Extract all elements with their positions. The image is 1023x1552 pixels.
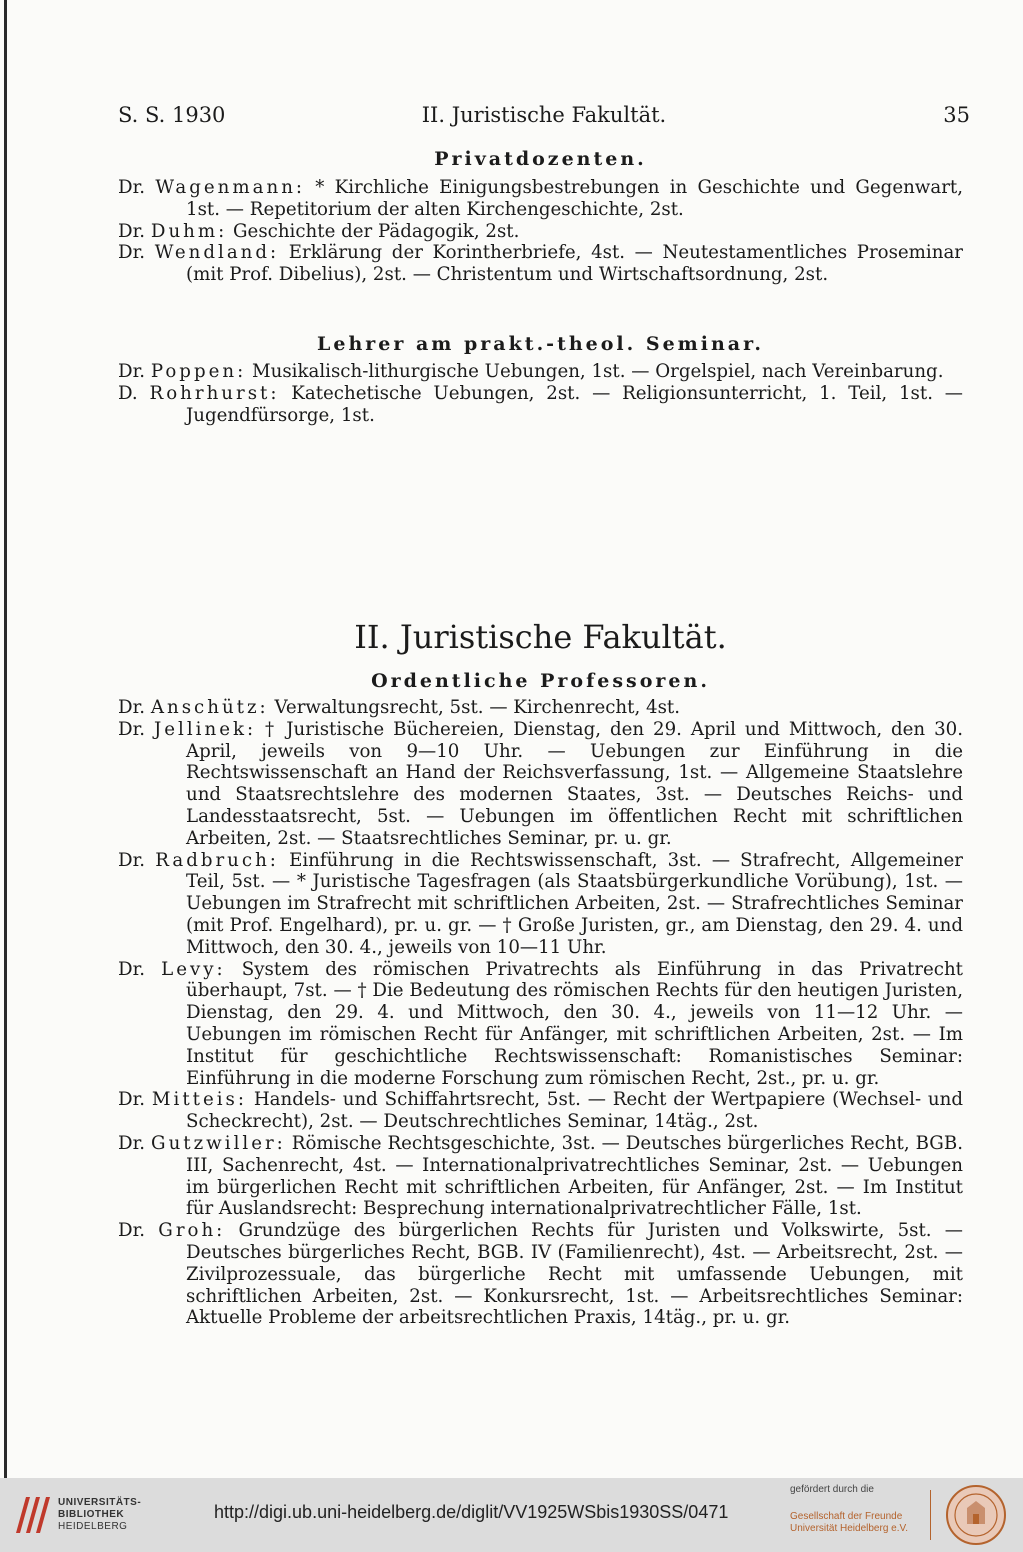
section-heading: Ordentliche Professoren. [371,670,710,692]
entry-name: Mitteis: [151,1089,247,1111]
entry-title: Dr. [118,242,146,264]
entry-title: Dr. [118,220,146,242]
entry-title: Dr. [118,718,146,740]
lecture-entry [118,221,963,243]
entry-text: * Kirchliche Einigungsbestrebungen in Geschichte und Gegenwart, 1st. — Repetitorium der alten Kirchengeschichte, 2st. [186,177,963,220]
lecture-entry [118,383,963,427]
entry-name: Gutzwiller: [151,1132,286,1154]
entry-title: Dr. [118,958,146,980]
entry-name: Jellinek: [153,718,257,740]
entry-text: † Juristische Büchereien, Dienstag, den 29. April und Mittwoch, den 30. April, jeweils von 9—10 Uhr. — Uebungen zur Einführung in die Rechtswissenschaft an Hand der Reichsverfassung, 1st. — Allgemeine Staatslehre und Staatsrechtslehre des modernen Staates, 3st. — Deutsches Reichs- und Landesstaatsrecht, 5st. — Uebungen im öffentlichen Recht mit schriftlichen Arbeiten, 2st. — Staatsrechtliches Seminar, pr. u. gr. [186,718,963,849]
entry-text: Handels- und Schiffahrtsrecht, 5st. — Recht der Wertpapiere (Wechsel- und Scheckrecht), 2st. — Deutschrechtliches Seminar, 14täg., 2st. [186,1089,963,1133]
entry-text: Einführung in die Rechtswissenschaft, 3st. — Strafrecht, Allgemeiner Teil, 5st. — * Juristische Tagesfragen (als Staatsbürgerkundliche Vorübung), 1st. — Uebungen im Strafrecht mit schriftlichen Arbeiten, 2st. — Strafrechtliches Seminar (mit Prof. Engelhard), pr. u. gr. — † Große Juristen, gr., am Dienstag, den 29. 4. und Mittwoch, den 30. 4., jeweils von 10—11 Uhr. [186,849,963,958]
lecture-entry [118,361,963,383]
entry-name: Wendland: [154,242,280,264]
sponsor-name [790,1511,925,1535]
entry-text: Musikalisch-lithurgische Uebungen, 1st. — Orgelspiel, nach Vereinbarung. [246,361,944,382]
lecture-entry [118,1089,963,1133]
library-logo-icon[interactable] [12,1489,52,1539]
digitization-footer [0,1478,1023,1552]
library-name[interactable] [58,1497,141,1533]
sponsor-block[interactable] [790,1484,925,1535]
entry-text: Katechetische Uebungen, 2st. — Religionsunterricht, 1. Teil, 1st. — Jugendfürsorge, 1st. [186,382,963,426]
section-heading: Lehrer am prakt.-theol. Seminar. [317,333,764,355]
entry-name: Poppen: [150,361,247,382]
section-professoren [118,670,963,1329]
entry-text: Römische Rechtsgeschichte, 3st. — Deutsches bürgerliches Recht, BGB. III, Sachenrecht, 4st. — Internationalprivatrechtliches Seminar, 2st. — Uebungen im bürgerlichen Recht mit schriftlichen Arbeiten, für Anfänger, 2st. — Im Institut für Auslandsrecht: Besprechung internationalprivatrechtlicher Fälle, 1st. [186,1132,963,1220]
entry-title: Dr. [118,177,146,198]
entry-title: Dr. [118,1089,146,1111]
university-seal-icon [945,1484,1007,1546]
lecture-entry [118,697,963,719]
entry-name: Rohrhurst: [149,382,280,404]
library-name-line: HEIDELBERG [58,1521,128,1532]
lecture-entry [118,1220,963,1329]
entry-text: Verwaltungsrecht, 5st. — Kirchenrecht, 4st. [268,697,681,718]
section-privatdozenten [118,148,963,286]
sponsor-intro: gefördert durch die [790,1484,874,1495]
entry-name: Groh: [158,1220,226,1242]
sponsor-name-line: Gesellschaft der Freunde [790,1511,903,1522]
sponsor-divider [930,1490,931,1540]
running-head [118,103,970,129]
permalink-url[interactable]: http://digi.ub.uni-heidelberg.de/diglit/VV1925WSbis1930SS/0471 [214,1502,729,1522]
page-number: 35 [943,103,970,127]
running-head-faculty: II. Juristische Fakultät. [421,103,667,127]
entry-name: Duhm: [150,220,228,242]
entry-text: Erklärung der Korintherbriefe, 4st. — Neutestamentliches Proseminar (mit Prof. Dibelius), 2st. — Christentum und Wirtschaftsordnung, 2st. [186,242,963,286]
library-name-line: BIBLIOTHEK [58,1509,125,1520]
section-heading: Privatdozenten. [434,148,647,170]
entry-title: Dr. [118,361,146,382]
library-name-line: UNIVERSITÄTS- [58,1497,142,1508]
entry-title: Dr. [118,849,146,871]
lecture-entry [118,850,963,959]
lecture-entry [118,177,963,221]
entry-name: Levy: [161,958,226,980]
entry-text: Grundzüge des bürgerlichen Rechts für Juristen und Volkswirte, 5st. — Deutsches bürgerliches Recht, BGB. IV (Familienrecht), 4st. — Arbeitsrecht, 2st. — Zivilprozessuale, das bürgerliche Recht mit umfassende Uebungen, mit schriftlichen Arbeiten, 2st. — Konkursrecht, 1st. — Arbeitsrechtliches Seminar: Aktuelle Probleme der arbeitsrechtlichen Praxis, 14täg., pr. u. gr. [186,1220,963,1329]
running-head-semester: S. S. 1930 [118,103,226,127]
section-lehrer [118,333,963,426]
entry-title: Dr. [118,1220,146,1242]
lecture-entry [118,242,963,286]
entry-title: Dr. [118,1132,146,1154]
page-edge-rule [4,0,7,1478]
lecture-entry [118,719,963,850]
entry-name: Radbruch: [155,849,279,871]
faculty-title: II. Juristische Fakultät. [354,618,727,656]
lecture-entry [118,1133,963,1220]
entry-name: Anschütz: [150,697,269,718]
sponsor-name-line: Universität Heidelberg e.V. [790,1523,909,1534]
entry-text: System des römischen Privatrechts als Einführung in das Privatrecht überhaupt, 7st. — † Die Bedeutung des römischen Rechts für den heutigen Juristen, Dienstag, den 29. 4. und Mittwoch, den 30. 4., jeweils von 11—12 Uhr. — Uebungen im römischen Recht für Anfänger, mit schriftlichen Arbeiten, 2st. — Im Institut für geschichtliche Rechtswissenschaft: Romanistisches Seminar: Einführung in die moderne Forschung zum römischen Recht, 2st., pr. u. gr. [186,958,963,1089]
entry-title: Dr. [118,697,146,718]
entry-text: Geschichte der Pädagogik, 2st. [227,220,520,242]
lecture-entry [118,959,963,1090]
entry-title: D. [118,382,138,404]
entry-name: Wagenmann: [155,177,306,198]
